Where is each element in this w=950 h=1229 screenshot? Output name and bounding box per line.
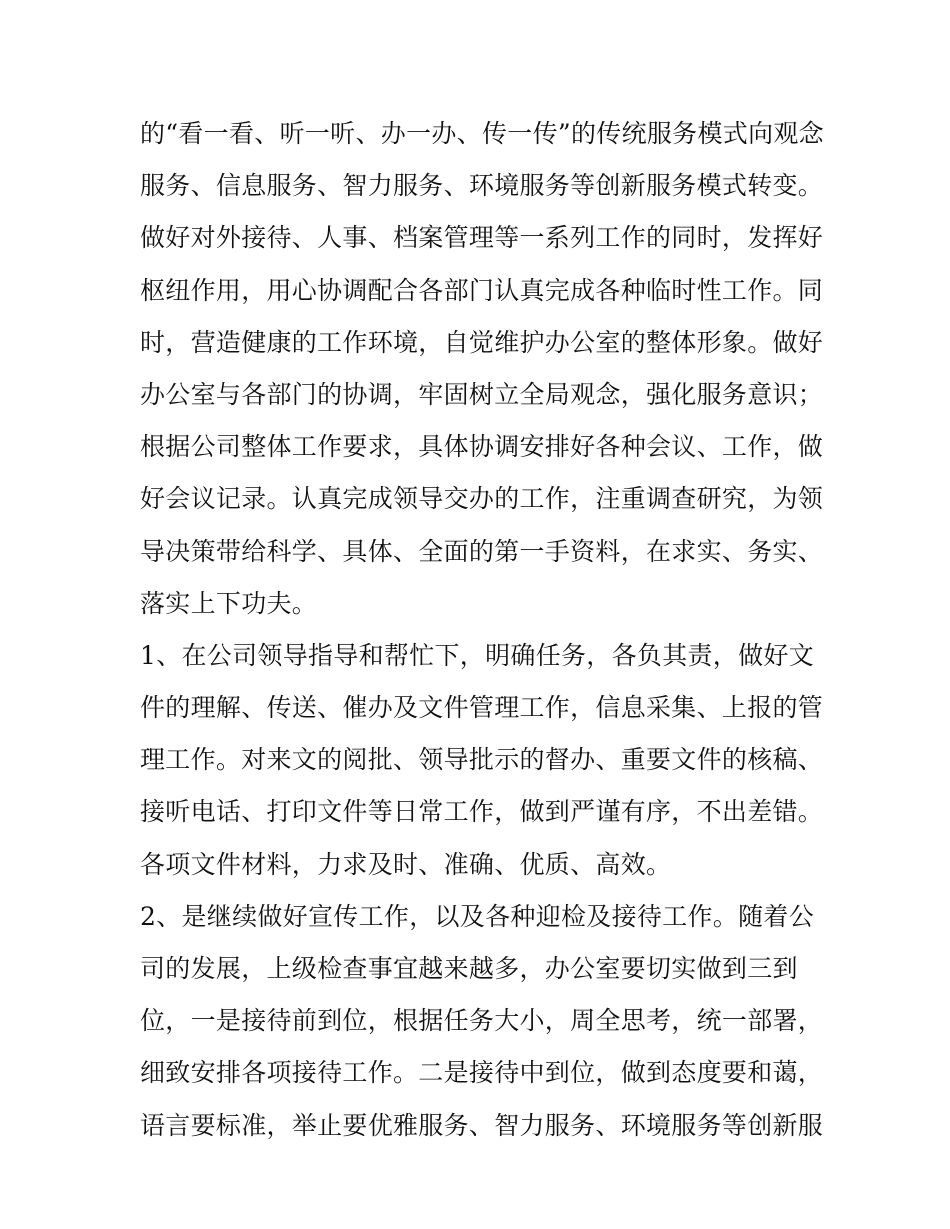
text-line: 件的理解、传送、催办及文件管理工作，信息采集、上报的管: [140, 693, 824, 723]
text-line: 办公室与各部门的协调，牢固树立全局观念，强化服务意识；: [140, 379, 824, 409]
text-line: 各项文件材料，力求及时、准确、优质、高效。: [140, 849, 672, 879]
numbered-item-2-line: 2、是继续做好宣传工作，以及各种迎检及接待工作。随着公: [140, 901, 815, 931]
text-line: 细致安排各项接待工作。二是接待中到位，做到态度要和蔼，: [140, 1058, 824, 1088]
text-line: 时，营造健康的工作环境，自觉维护办公室的整体形象。做好: [140, 327, 824, 357]
text-line: 导决策带给科学、具体、全面的第一手资料，在求实、务实、: [140, 536, 824, 566]
text-line: 的“看一看、听一听、办一办、传一传”的传统服务模式向观念: [140, 119, 824, 148]
text-line: 根据公司整体工作要求，具体协调安排好各种会议、工作，做: [140, 432, 824, 462]
text-line: 语言要标准，举止要优雅服务、智力服务、环境服务等创新服: [140, 1110, 824, 1140]
text-line: 好会议记录。认真完成领导交办的工作，注重调查研究，为领: [140, 484, 824, 514]
body-text: [140, 108, 824, 1152]
numbered-item-1-line: 1、在公司领导指导和帮忙下，明确任务，各负其责，做好文: [140, 640, 815, 670]
text-line: 做好对外接待、人事、档案管理等一系列工作的同时，发挥好: [140, 223, 824, 253]
text-line: 枢纽作用，用心协调配合各部门认真完成各种临时性工作。同: [140, 275, 824, 305]
text-line: 接听电话、打印文件等日常工作，做到严谨有序，不出差错。: [140, 797, 824, 827]
text-line: 服务、信息服务、智力服务、环境服务等创新服务模式转变。: [140, 171, 824, 201]
text-line: 落实上下功夫。: [140, 588, 318, 618]
text-line: 司的发展，上级检查事宜越来越多，办公室要切实做到三到: [140, 954, 798, 983]
text-line: 位，一是接待前到位，根据任务大小，周全思考，统一部署，: [140, 1006, 824, 1036]
text-line: 理工作。对来文的阅批、领导批示的督办、重要文件的核稿、: [140, 745, 824, 775]
